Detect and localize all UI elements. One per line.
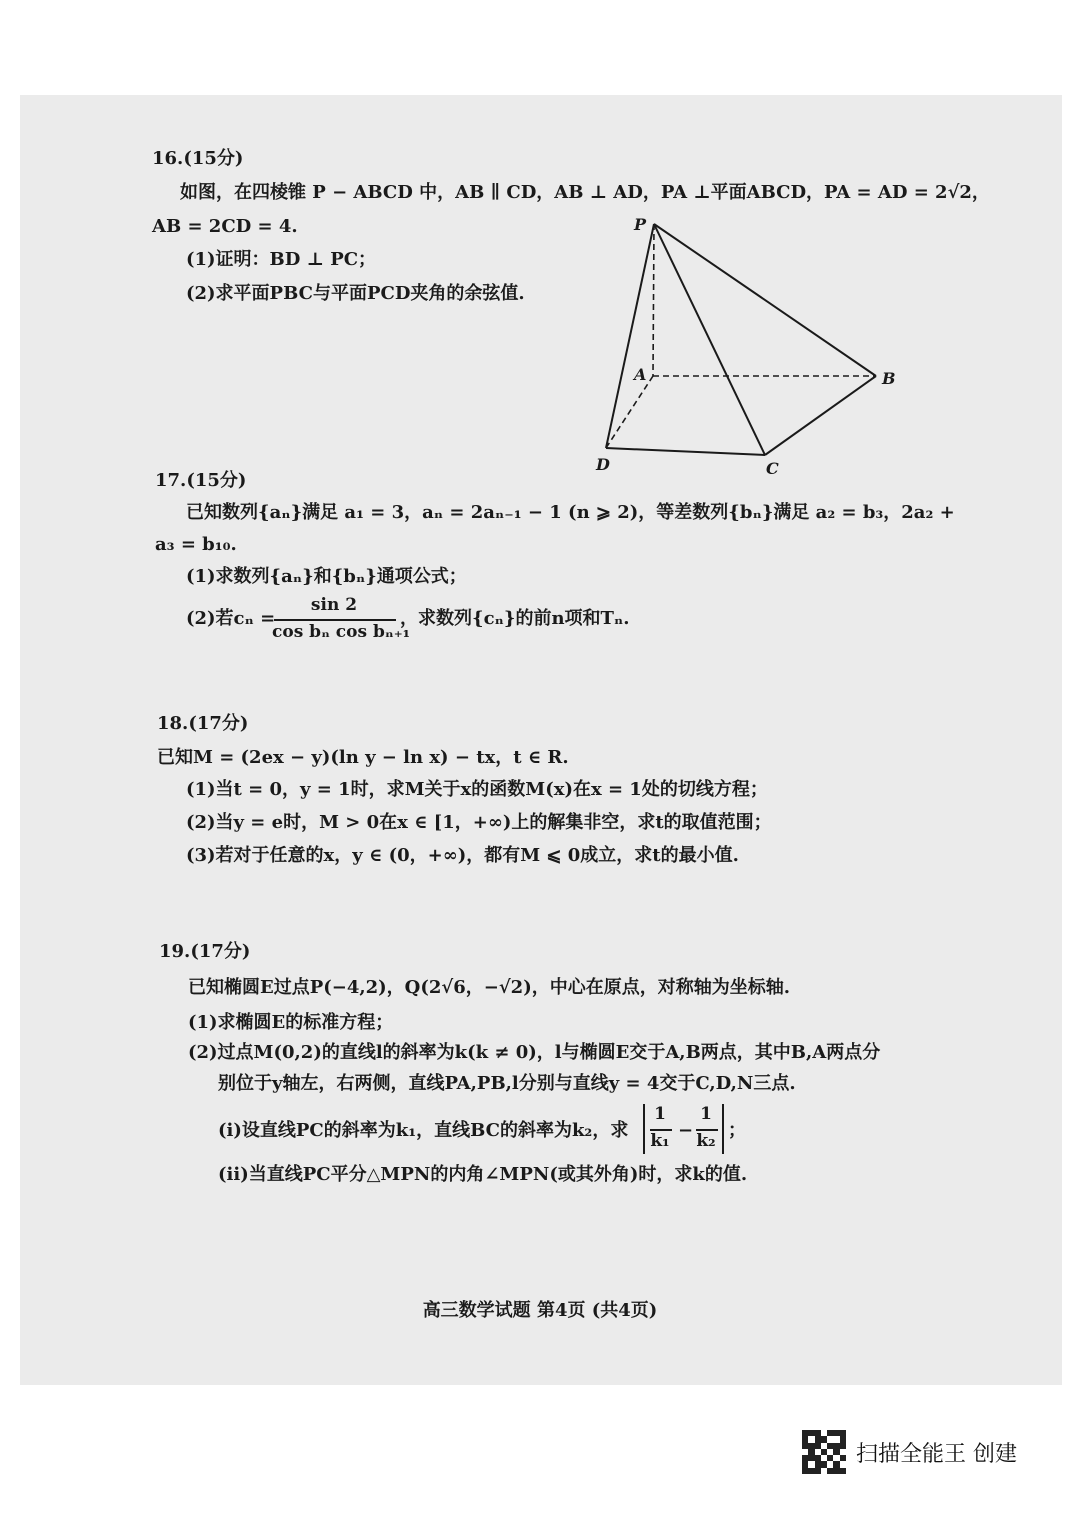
q17-fraction-bar bbox=[274, 619, 396, 621]
abs-right-bar bbox=[722, 1104, 724, 1154]
q17-fraction-denominator: cos bₙ cos bₙ₊₁ bbox=[272, 622, 411, 642]
q18-part2: (2)当y = e时，M > 0在x ∈ [1，+∞)上的解集非空，求t的取值范围； bbox=[186, 812, 772, 833]
q19-heading: 19.(17分) bbox=[159, 941, 251, 962]
q17-part1: (1)求数列{aₙ}和{bₙ}通项公式； bbox=[186, 566, 467, 587]
q17-fraction-numerator: sin 2 bbox=[310, 595, 358, 615]
label-P: P bbox=[634, 215, 647, 234]
pyramid-figure bbox=[590, 210, 910, 485]
q17-heading: 17.(15分) bbox=[155, 470, 247, 491]
q19-part2-line2: 别位于y轴左，右两侧，直线PA,PB,l分别与直线y = 4交于C,D,N三点. bbox=[218, 1073, 796, 1094]
scanner-label: 扫描全能王 创建 bbox=[856, 1441, 1017, 1467]
q16-heading: 16.(15分) bbox=[152, 148, 244, 169]
label-A: A bbox=[634, 365, 647, 384]
label-C: C bbox=[766, 459, 779, 478]
frac1-numerator: 1 bbox=[654, 1104, 666, 1124]
q19-subpart-i-prefix: (i)设直线PC的斜率为k₁，直线BC的斜率为k₂，求 bbox=[218, 1120, 629, 1141]
frac2-numerator: 1 bbox=[700, 1104, 712, 1124]
frac2-denominator: k₂ bbox=[696, 1131, 716, 1151]
q16-statement-line2: AB = 2CD = 4. bbox=[152, 216, 298, 237]
scanner-watermark bbox=[802, 1430, 1017, 1474]
abs-left-bar bbox=[643, 1104, 645, 1154]
q18-heading: 18.(17分) bbox=[157, 713, 249, 734]
q19-statement: 已知椭圆E过点P(−4,2)，Q(2√6，−√2)，中心在原点，对称轴为坐标轴. bbox=[188, 977, 790, 998]
edge-PB bbox=[654, 224, 876, 376]
q17-statement-line2: a₃ = b₁₀. bbox=[155, 534, 237, 555]
q17-part2-suffix: ，求数列{cₙ}的前n项和Tₙ. bbox=[400, 608, 630, 629]
q18-part3: (3)若对于任意的x，y ∈ (0，+∞)，都有M ⩽ 0成立，求t的最小值. bbox=[186, 845, 739, 866]
label-D: D bbox=[596, 455, 610, 474]
page-footer: 高三数学试题 第4页 (共4页) bbox=[422, 1300, 658, 1321]
qr-code-icon bbox=[802, 1430, 846, 1474]
edge-PD bbox=[606, 224, 654, 448]
q16-part2: (2)求平面PBC与平面PCD夹角的余弦值. bbox=[186, 283, 525, 304]
edge-PC bbox=[654, 224, 765, 455]
q18-part1: (1)当t = 0，y = 1时，求M关于x的函数M(x)在x = 1处的切线方程； bbox=[186, 779, 768, 800]
q19-subpart-i-suffix: ； bbox=[728, 1120, 746, 1141]
edge-CB bbox=[765, 376, 876, 455]
label-B: B bbox=[882, 369, 896, 388]
q16-statement-line1: 如图，在四棱锥 P − ABCD 中，AB ∥ CD，AB ⊥ AD，PA ⊥平面ABCD，PA = AD = 2√2， bbox=[180, 182, 990, 203]
q19-subpart-ii: (ii)当直线PC平分△MPN的内角∠MPN(或其外角)时，求k的值. bbox=[218, 1164, 748, 1185]
frac1-denominator: k₁ bbox=[650, 1131, 670, 1151]
minus-sign: − bbox=[678, 1120, 694, 1141]
q17-statement-line1: 已知数列{aₙ}满足 a₁ = 3，aₙ = 2aₙ₋₁ − 1 (n ⩾ 2)，等差数列{bₙ}满足 a₂ = b₃，2a₂ + bbox=[186, 502, 955, 523]
edge-DC bbox=[606, 448, 765, 455]
q19-part2-line1: (2)过点M(0,2)的直线l的斜率为k(k ≠ 0)，l与椭圆E交于A,B两点，其中B,A两点分 bbox=[188, 1042, 881, 1063]
q16-part1: (1)证明：BD ⊥ PC； bbox=[186, 249, 377, 270]
q17-part2-prefix: (2)若cₙ = bbox=[186, 608, 276, 629]
edge-PA-hidden bbox=[653, 224, 654, 376]
q18-statement: 已知M = (2ex − y)(ln y − ln x) − tx，t ∈ R. bbox=[157, 747, 569, 768]
q19-part1: (1)求椭圆E的标准方程； bbox=[188, 1012, 394, 1033]
